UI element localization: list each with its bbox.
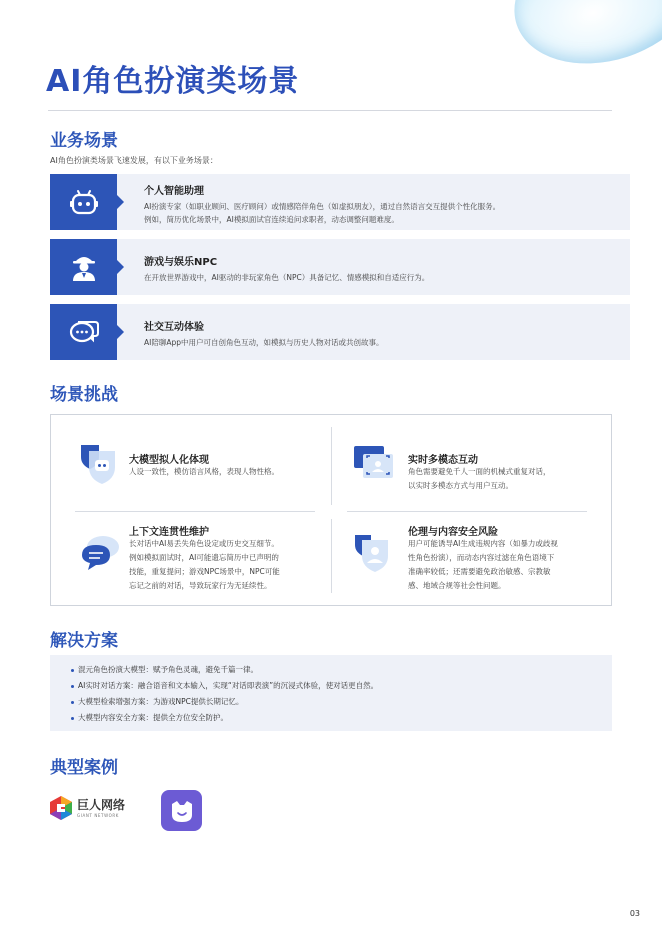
npc-character-icon bbox=[50, 239, 117, 295]
giant-name-cn: 巨人网络 bbox=[77, 797, 126, 812]
challenge-title: 上下文连贯性维护 bbox=[129, 527, 209, 538]
scene-row-npc bbox=[50, 239, 630, 295]
solution-item: 混元角色扮演大模型：赋予角色灵魂，避免千篇一律。 bbox=[78, 662, 612, 678]
challenge-desc-line: 用户可能诱导AI生成违规内容（如暴力或歧视 bbox=[408, 539, 558, 548]
giant-name-en: GIANT NETWORK bbox=[77, 812, 119, 818]
challenge-desc-line: 准确率较低；还需要避免政治敏感、宗教敏 bbox=[408, 567, 551, 576]
challenge-desc bbox=[408, 465, 551, 493]
solution-item: 大模型检索增强方案：为游戏NPC提供长期记忆。 bbox=[78, 694, 612, 710]
scene-title: 社交互动体验 bbox=[144, 322, 204, 333]
scene-desc-line: 在开放世界游戏中，AI驱动的非玩家角色（NPC）具备记忆、情感模拟和自适应行为。 bbox=[144, 273, 430, 282]
giant-logo-mark-icon bbox=[48, 795, 74, 821]
solution-item: 大模型内容安全方案：提供全方位安全防护。 bbox=[78, 710, 612, 726]
giant-network-logo bbox=[48, 795, 125, 821]
challenge-desc-line: 性角色扮演），而动态内容过滤在角色语境下 bbox=[408, 553, 555, 562]
page-number: 03 bbox=[629, 909, 640, 918]
challenge-desc-line: 人设一致性，模仿语言风格，表现人物性格。 bbox=[129, 467, 279, 476]
scene-title: 个人智能助理 bbox=[144, 186, 204, 197]
page-title: AI角色扮演类场景 bbox=[46, 64, 300, 99]
face-scan-icon bbox=[351, 443, 397, 485]
section-heading-solutions: 解决方案 bbox=[50, 631, 118, 651]
solutions-panel bbox=[50, 655, 612, 731]
section-heading-business: 业务场景 bbox=[50, 131, 118, 151]
scene-desc-line: AI陪聊App中用户可自创角色互动，如模拟与历史人物对话或共创故事。 bbox=[144, 338, 384, 347]
challenge-desc-line: 长对话中AI易丢失角色设定或历史交互细节。 bbox=[129, 539, 279, 548]
challenge-title: 实时多模态互动 bbox=[408, 455, 478, 466]
scene-title: 游戏与娱乐NPC bbox=[144, 257, 218, 268]
divider bbox=[331, 519, 332, 593]
challenge-desc bbox=[129, 465, 279, 479]
dialogue-bubble-icon bbox=[79, 531, 121, 573]
challenge-title: 伦理与内容安全风险 bbox=[408, 527, 498, 538]
chat-bubbles-icon bbox=[50, 304, 117, 360]
robot-icon bbox=[50, 174, 117, 230]
challenge-desc-line: 例如模拟面试时，AI可能遗忘简历中已声明的 bbox=[129, 553, 279, 562]
challenge-desc-line: 角色需要避免千人一面的机械式重复对话， bbox=[408, 467, 551, 476]
divider bbox=[331, 427, 332, 505]
scene-row-assistant bbox=[50, 174, 630, 230]
challenge-desc-line: 忘记之前的对话，导致玩家行为无延续性。 bbox=[129, 581, 272, 590]
cat-app-logo bbox=[161, 790, 202, 831]
divider bbox=[347, 511, 587, 512]
scene-desc-line: AI扮演专家（如职业顾问、医疗顾问）或情感陪伴角色（如虚拟朋友），通过自然语言交互提供个性化服务。 bbox=[144, 202, 501, 211]
challenge-desc-line: 以实时多模态方式与用户互动。 bbox=[408, 481, 513, 490]
user-shield-icon bbox=[351, 531, 393, 573]
business-intro: AI角色扮演类场景飞速发展，有以下业务场景： bbox=[50, 156, 218, 165]
scene-row-social bbox=[50, 304, 630, 360]
section-heading-challenges: 场景挑战 bbox=[50, 385, 118, 405]
challenge-desc-line: 感、地域合规等社会性问题。 bbox=[408, 581, 506, 590]
challenge-desc-line: 技能，重复提问；游戏NPC场景中，NPC可能 bbox=[129, 567, 280, 576]
challenges-panel bbox=[50, 414, 612, 606]
section-heading-cases: 典型案例 bbox=[50, 758, 118, 778]
challenge-title: 大模型拟人化体现 bbox=[129, 455, 209, 466]
challenge-desc bbox=[129, 537, 280, 593]
robot-shield-icon bbox=[79, 443, 121, 485]
cat-face-icon bbox=[169, 798, 195, 824]
challenge-desc bbox=[408, 537, 558, 593]
scene-desc-line: 例如，简历优化场景中，AI模拟面试官连续追问求职者，动态调整问题难度。 bbox=[144, 215, 399, 224]
title-divider bbox=[48, 110, 612, 111]
divider bbox=[75, 511, 315, 512]
decorative-lens bbox=[497, 0, 662, 86]
solution-item: AI实时对话方案：融合语音和文本输入，实现“对话即表演”的沉浸式体验，使对话更自然。 bbox=[78, 678, 612, 694]
